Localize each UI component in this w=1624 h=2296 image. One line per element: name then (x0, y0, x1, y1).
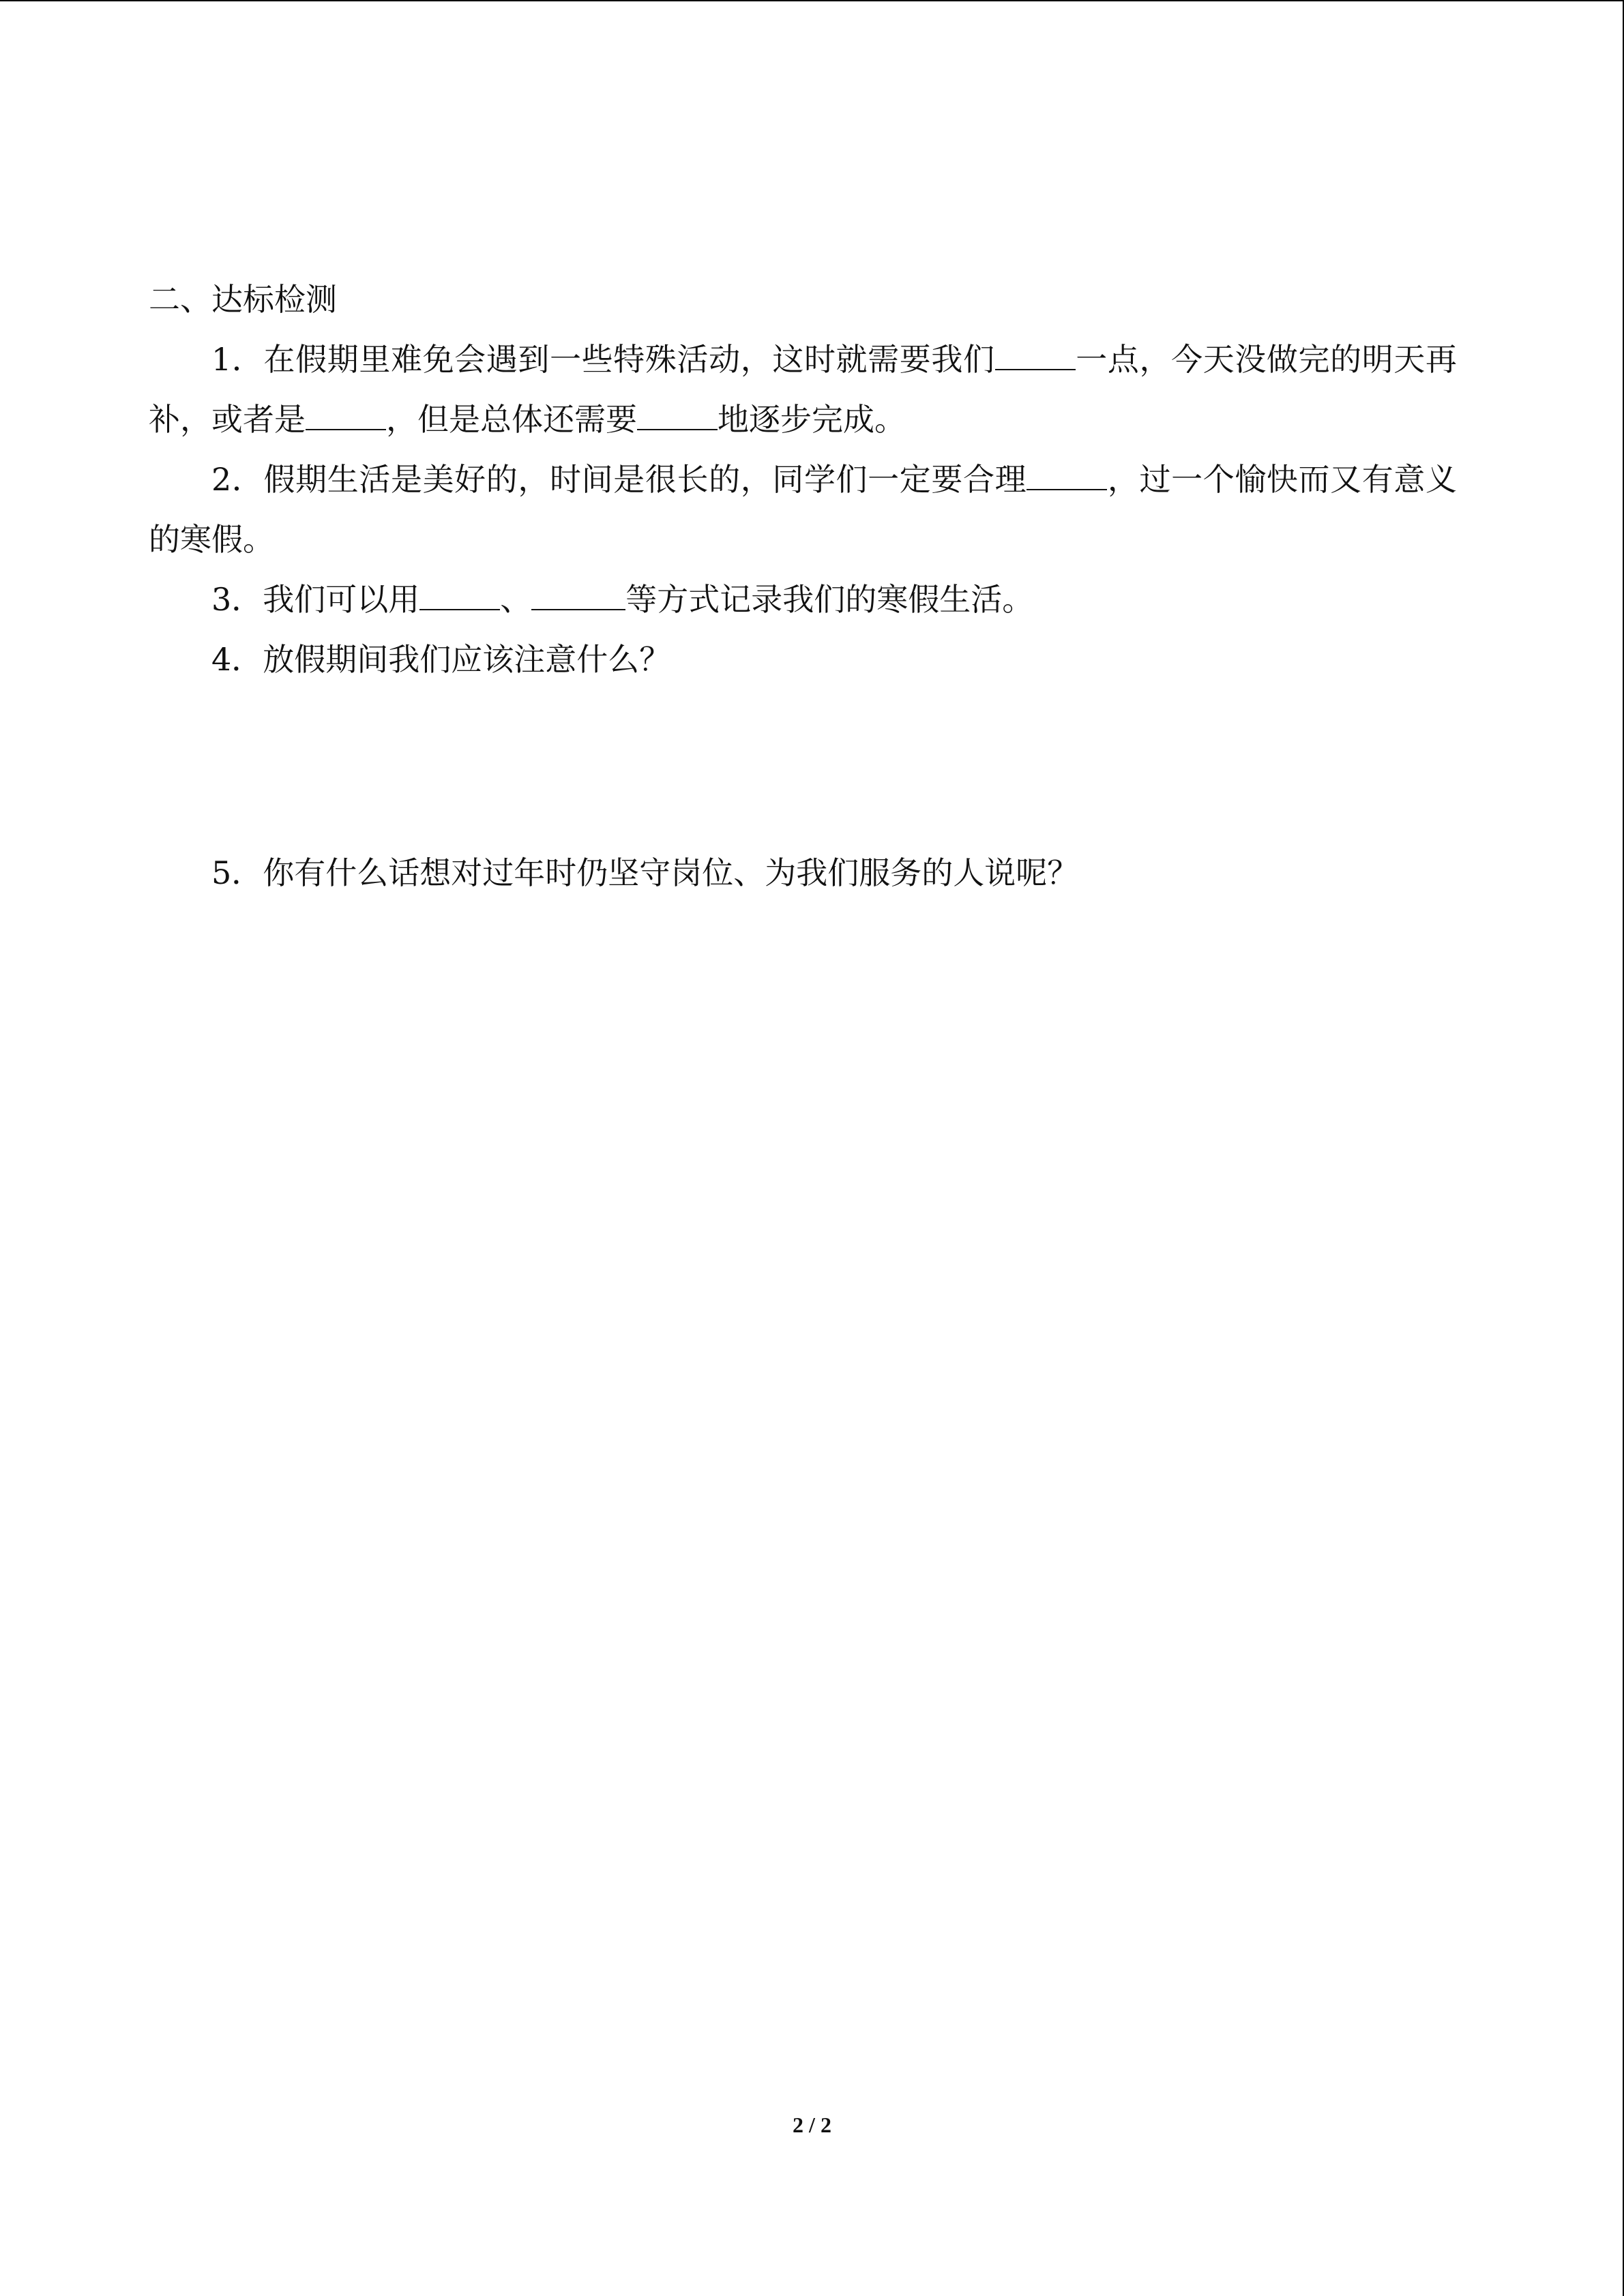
question-1-text-part1: 在假期里难免会遇到一些特殊活动，这时就需要我们 (263, 341, 995, 378)
question-1-blank-1[interactable] (995, 342, 1076, 370)
question-3 (149, 569, 1457, 629)
question-5 (149, 843, 1457, 903)
question-4-number: 4． (211, 641, 263, 678)
question-1-text-part2: 一点，今天没做完的明天再补，或者是 (149, 341, 1457, 438)
question-4-answer-space[interactable] (149, 689, 1457, 843)
question-5-text: 你有什么话想对过年时仍坚守岗位、为我们服务的人说呢？ (263, 854, 1079, 891)
question-3-blank-2[interactable] (531, 582, 625, 610)
question-3-text-part3: 等方式记录我们的寒假生活。 (625, 581, 1034, 618)
question-4 (149, 629, 1457, 689)
question-4-text: 放假期间我们应该注意什么？ (263, 641, 671, 678)
question-1-number: 1． (211, 341, 264, 378)
question-2-text-part2: ，过一个愉快而又有意义的寒假。 (149, 461, 1458, 558)
question-2 (149, 449, 1457, 569)
question-3-number: 3． (211, 581, 263, 618)
question-3-text-part1: 我们可以用 (263, 581, 420, 618)
question-5-number: 5． (211, 854, 263, 891)
question-2-text-part1: 假期生活是美好的，时间是很长的，同学们一定要合理 (263, 461, 1027, 498)
page-number: 2 / 2 (793, 2113, 831, 2137)
question-2-number: 2． (211, 461, 264, 498)
question-1-text-part4: 地逐步完成。 (718, 401, 906, 438)
question-2-blank-1[interactable] (1027, 462, 1107, 490)
question-1 (149, 329, 1457, 449)
question-3-blank-1[interactable] (419, 582, 500, 610)
section-title: 二、达标检测 (149, 281, 337, 318)
question-1-blank-3[interactable] (637, 402, 718, 430)
question-1-text-part3: ，但是总体还需要 (386, 401, 637, 438)
question-1-blank-2[interactable] (306, 402, 386, 430)
question-3-text-part2: 、 (500, 581, 532, 618)
worksheet-content (149, 269, 1457, 903)
